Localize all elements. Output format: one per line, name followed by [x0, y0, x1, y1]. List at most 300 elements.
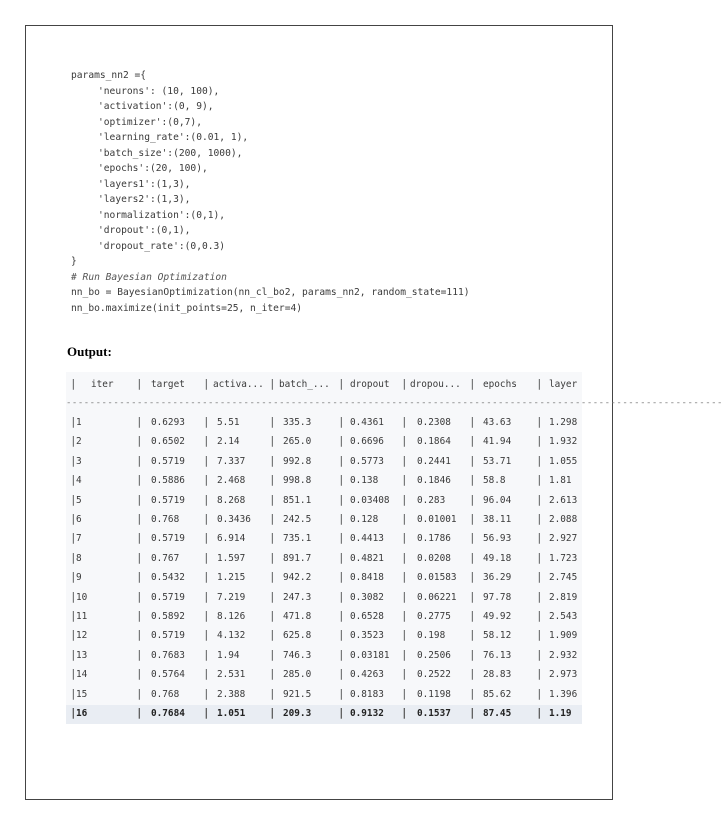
column-separator: |	[70, 609, 77, 622]
code-line: 'layers1':(1,3),	[98, 178, 191, 190]
column-separator: |	[269, 550, 276, 564]
column-separator: |	[203, 589, 210, 603]
column-separator: |	[136, 512, 143, 525]
code-line: 'neurons': (10, 100),	[98, 85, 220, 97]
column-separator: |	[536, 667, 543, 681]
table-divider: ---------------------------------------------------------------------------------------------------------------	[66, 398, 723, 408]
column-separator: |	[269, 686, 276, 700]
column-separator: |	[70, 589, 77, 603]
column-separator: |	[269, 377, 276, 390]
cell-dropout: 0.138	[350, 475, 379, 487]
header-iter: iter	[91, 379, 114, 390]
column-separator: |	[70, 531, 77, 545]
header-batch-size: batch_...	[279, 379, 330, 390]
column-separator: |	[469, 473, 476, 487]
table-header-row	[66, 376, 582, 395]
code-line: 'epochs':(20, 100),	[98, 163, 208, 174]
column-separator: |	[469, 647, 476, 661]
column-separator: |	[136, 473, 143, 487]
cell-iter: 3	[76, 455, 82, 467]
cell-target: 0.5719	[151, 591, 185, 603]
column-separator: |	[70, 473, 77, 487]
cell-iter: 9	[76, 572, 82, 584]
cell-epochs: 56.93	[483, 533, 512, 545]
cell-activation: 5.51	[217, 417, 240, 428]
column-separator: |	[269, 434, 276, 448]
table-row	[66, 666, 582, 685]
column-separator: |	[401, 453, 408, 467]
table-row	[66, 705, 582, 724]
cell-dropout-rate: 0.1537	[417, 708, 451, 719]
column-separator: |	[536, 647, 543, 661]
cell-epochs: 36.29	[483, 572, 512, 584]
cell-epochs: 49.18	[483, 552, 512, 564]
cell-batch-size: 625.8	[283, 630, 312, 642]
cell-epochs: 96.04	[483, 494, 512, 506]
column-separator: |	[338, 667, 345, 681]
column-separator: |	[536, 609, 543, 622]
cell-activation: 2.388	[217, 688, 246, 700]
column-separator: |	[136, 453, 143, 467]
cell-batch-size: 209.3	[283, 708, 312, 719]
column-separator: |	[203, 706, 210, 719]
column-separator: |	[469, 377, 476, 390]
column-separator: |	[269, 706, 276, 719]
column-separator: |	[136, 609, 143, 622]
column-separator: |	[536, 531, 543, 545]
cell-dropout-rate: 0.2522	[417, 669, 451, 681]
cell-iter: 14	[76, 669, 88, 681]
column-separator: |	[70, 628, 77, 642]
cell-dropout: 0.5773	[350, 455, 384, 467]
column-separator: |	[203, 377, 210, 390]
table-row	[66, 492, 582, 511]
column-separator: |	[469, 434, 476, 448]
cell-target: 0.6502	[151, 436, 185, 448]
cell-activation: 2.14	[217, 436, 240, 448]
code-line: 'activation':(0, 9),	[98, 101, 214, 112]
cell-dropout-rate: 0.2506	[417, 649, 451, 661]
column-separator: |	[338, 609, 345, 622]
column-separator: |	[401, 550, 408, 564]
column-separator: |	[536, 453, 543, 467]
column-separator: |	[269, 492, 276, 506]
column-separator: |	[136, 667, 143, 681]
cell-epochs: 58.8	[483, 475, 506, 487]
column-separator: |	[338, 647, 345, 661]
cell-epochs: 97.78	[483, 591, 512, 603]
column-separator: |	[401, 434, 408, 448]
cell-epochs: 28.83	[483, 669, 512, 681]
cell-batch-size: 746.3	[283, 649, 312, 661]
code-line: 'dropout':(0,1),	[98, 225, 191, 236]
table-row	[66, 433, 582, 452]
column-separator: |	[203, 492, 210, 506]
cell-dropout-rate: 0.2308	[417, 417, 451, 428]
cell-layer: 1.932	[549, 436, 578, 448]
cell-layer: 2.745	[549, 572, 578, 584]
cell-dropout: 0.03408	[350, 494, 390, 506]
column-separator: |	[401, 415, 408, 428]
cell-dropout: 0.03181	[350, 649, 390, 661]
column-separator: |	[338, 570, 345, 584]
cell-activation: 8.268	[217, 494, 246, 506]
column-separator: |	[469, 531, 476, 545]
cell-batch-size: 851.1	[283, 494, 312, 506]
column-separator: |	[203, 686, 210, 700]
cell-layer: 2.973	[549, 669, 578, 681]
column-separator: |	[469, 609, 476, 622]
column-separator: |	[401, 512, 408, 525]
cell-batch-size: 735.1	[283, 533, 312, 545]
cell-dropout: 0.4821	[350, 552, 384, 564]
column-separator: |	[136, 706, 143, 719]
column-separator: |	[70, 453, 77, 467]
column-separator: |	[338, 453, 345, 467]
cell-iter: 8	[76, 552, 82, 564]
header-layer: layer	[549, 379, 578, 390]
column-separator: |	[70, 550, 77, 564]
column-separator: |	[536, 434, 543, 448]
column-separator: |	[469, 589, 476, 603]
cell-iter: 13	[76, 649, 88, 661]
column-separator: |	[203, 453, 210, 467]
cell-target: 0.5764	[151, 669, 185, 681]
column-separator: |	[469, 686, 476, 700]
cell-batch-size: 992.8	[283, 455, 312, 467]
column-separator: |	[536, 706, 543, 719]
column-separator: |	[136, 570, 143, 584]
cell-layer: 1.055	[549, 455, 578, 467]
cell-iter: 5	[76, 494, 82, 506]
column-separator: |	[136, 647, 143, 661]
cell-dropout: 0.8418	[350, 572, 384, 584]
cell-target: 0.5719	[151, 630, 185, 642]
cell-batch-size: 921.5	[283, 688, 312, 700]
cell-activation: 4.132	[217, 630, 246, 642]
cell-target: 0.6293	[151, 417, 185, 428]
cell-dropout-rate: 0.1786	[417, 533, 451, 545]
column-separator: |	[269, 453, 276, 467]
column-separator: |	[269, 589, 276, 603]
cell-batch-size: 265.0	[283, 436, 312, 448]
column-separator: |	[203, 550, 210, 564]
column-separator: |	[136, 492, 143, 506]
column-separator: |	[269, 570, 276, 584]
cell-dropout: 0.4263	[350, 669, 384, 681]
cell-activation: 0.3436	[217, 514, 251, 525]
cell-epochs: 43.63	[483, 417, 512, 428]
code-comment: # Run Bayesian Optimization	[71, 271, 227, 283]
column-separator: |	[70, 415, 77, 428]
table-row	[66, 647, 582, 666]
column-separator: |	[269, 512, 276, 525]
code-line: 'learning_rate':(0.01, 1),	[98, 132, 249, 143]
column-separator: |	[469, 667, 476, 681]
cell-batch-size: 242.5	[283, 514, 312, 525]
table-row	[66, 414, 582, 433]
column-separator: |	[70, 686, 77, 700]
code-line: nn_bo.maximize(init_points=25, n_iter=4)	[71, 302, 303, 314]
cell-activation: 7.219	[217, 591, 246, 603]
column-separator: |	[136, 589, 143, 603]
column-separator: |	[401, 492, 408, 506]
column-separator: |	[338, 512, 345, 525]
column-separator: |	[536, 589, 543, 603]
column-separator: |	[203, 570, 210, 584]
column-separator: |	[536, 550, 543, 564]
column-separator: |	[536, 628, 543, 642]
header-target: target	[151, 379, 185, 390]
table-row	[66, 569, 582, 588]
column-separator: |	[269, 473, 276, 487]
column-separator: |	[536, 377, 543, 390]
code-line: 'optimizer':(0,7),	[98, 116, 202, 128]
code-line: 'batch_size':(200, 1000),	[98, 147, 243, 159]
cell-iter: 6	[76, 514, 82, 525]
table-row	[66, 627, 582, 646]
column-separator: |	[401, 531, 408, 545]
column-separator: |	[338, 531, 345, 545]
column-separator: |	[269, 415, 276, 428]
cell-layer: 1.19	[549, 708, 572, 719]
column-separator: |	[469, 512, 476, 525]
column-separator: |	[401, 570, 408, 584]
column-separator: |	[70, 706, 77, 719]
cell-iter: 7	[76, 533, 82, 545]
column-separator: |	[269, 647, 276, 661]
code-line: 'normalization':(0,1),	[98, 209, 226, 221]
cell-iter: 2	[76, 436, 82, 448]
cell-iter: 10	[76, 591, 88, 603]
cell-iter: 1	[76, 417, 82, 428]
column-separator: |	[70, 512, 77, 525]
cell-dropout: 0.4361	[350, 417, 384, 428]
column-separator: |	[338, 415, 345, 428]
table-row	[66, 608, 582, 627]
cell-epochs: 58.12	[483, 630, 512, 642]
code-line: params_nn2 ={	[71, 70, 147, 81]
column-separator: |	[469, 492, 476, 506]
cell-layer: 2.819	[549, 591, 578, 603]
column-separator: |	[401, 686, 408, 700]
column-separator: |	[536, 492, 543, 506]
column-separator: |	[338, 706, 345, 719]
cell-epochs: 38.11	[483, 514, 512, 525]
cell-target: 0.7683	[151, 649, 185, 661]
cell-layer: 1.909	[549, 630, 578, 642]
cell-iter: 15	[76, 688, 88, 700]
column-separator: |	[203, 512, 210, 525]
cell-dropout-rate: 0.1846	[417, 475, 451, 487]
column-separator: |	[136, 628, 143, 642]
cell-epochs: 87.45	[483, 708, 512, 719]
column-separator: |	[269, 667, 276, 681]
cell-dropout-rate: 0.283	[417, 494, 446, 506]
column-separator: |	[469, 550, 476, 564]
column-separator: |	[136, 550, 143, 564]
cell-activation: 7.337	[217, 455, 246, 467]
column-separator: |	[338, 473, 345, 487]
cell-layer: 1.723	[549, 552, 578, 564]
column-separator: |	[469, 570, 476, 584]
code-line: nn_bo = BayesianOptimization(nn_cl_bo2, params_nn2, random_state=111)	[71, 287, 470, 298]
cell-layer: 2.613	[549, 494, 578, 506]
cell-dropout: 0.128	[350, 514, 379, 525]
column-separator: |	[136, 415, 143, 428]
cell-activation: 1.051	[217, 708, 246, 719]
column-separator: |	[70, 647, 77, 661]
cell-dropout-rate: 0.01583	[417, 572, 457, 584]
header-epochs: epochs	[483, 379, 517, 390]
cell-target: 0.5892	[151, 611, 185, 622]
cell-target: 0.5719	[151, 494, 185, 506]
cell-target: 0.768	[151, 514, 180, 525]
cell-target: 0.5886	[151, 475, 185, 487]
column-separator: |	[401, 647, 408, 661]
cell-layer: 1.396	[549, 688, 578, 700]
code-line: }	[71, 256, 77, 267]
column-separator: |	[401, 589, 408, 603]
column-separator: |	[203, 473, 210, 487]
column-separator: |	[269, 609, 276, 622]
column-separator: |	[269, 628, 276, 642]
cell-target: 0.5719	[151, 455, 185, 467]
cell-epochs: 41.94	[483, 436, 512, 448]
cell-activation: 2.531	[217, 669, 246, 681]
cell-layer: 1.81	[549, 475, 572, 487]
output-label: Output:	[67, 344, 112, 359]
column-separator: |	[469, 415, 476, 428]
cell-dropout: 0.3082	[350, 591, 384, 603]
column-separator: |	[338, 434, 345, 448]
cell-batch-size: 335.3	[283, 417, 312, 428]
column-separator: |	[536, 570, 543, 584]
column-separator: |	[203, 434, 210, 448]
cell-layer: 1.298	[549, 417, 578, 428]
code-line: 'layers2':(1,3),	[98, 194, 191, 205]
cell-dropout-rate: 0.2775	[417, 611, 451, 622]
table-row	[66, 472, 582, 491]
cell-epochs: 85.62	[483, 688, 512, 700]
column-separator: |	[401, 473, 408, 487]
column-separator: |	[136, 686, 143, 700]
header-dropout: dropout	[350, 379, 390, 390]
column-separator: |	[70, 377, 77, 390]
cell-dropout-rate: 0.0208	[417, 552, 451, 564]
cell-target: 0.768	[151, 688, 180, 700]
cell-layer: 2.543	[549, 611, 578, 622]
cell-dropout: 0.6696	[350, 436, 384, 448]
cell-dropout-rate: 0.06221	[417, 591, 457, 603]
column-separator: |	[536, 512, 543, 525]
column-separator: |	[469, 706, 476, 719]
cell-activation: 1.215	[217, 572, 246, 584]
column-separator: |	[203, 415, 210, 428]
column-separator: |	[203, 628, 210, 642]
column-separator: |	[136, 531, 143, 545]
table-row	[66, 686, 582, 705]
cell-activation: 6.914	[217, 533, 246, 545]
cell-batch-size: 471.8	[283, 611, 312, 622]
cell-layer: 2.932	[549, 649, 578, 661]
column-separator: |	[469, 628, 476, 642]
cell-target: 0.5432	[151, 572, 185, 584]
cell-dropout: 0.3523	[350, 630, 384, 642]
cell-dropout-rate: 0.1198	[417, 688, 451, 700]
header-dropout-rate: dropou...	[410, 379, 461, 390]
cell-dropout-rate: 0.1864	[417, 436, 451, 448]
cell-dropout: 0.9132	[350, 708, 384, 719]
column-separator: |	[338, 628, 345, 642]
column-separator: |	[203, 667, 210, 681]
column-separator: |	[536, 415, 543, 428]
header-activation: activa...	[213, 379, 264, 390]
column-separator: |	[401, 377, 408, 390]
column-separator: |	[136, 377, 143, 390]
cell-layer: 2.088	[549, 514, 578, 525]
column-separator: |	[338, 589, 345, 603]
column-separator: |	[401, 706, 408, 719]
cell-dropout: 0.8183	[350, 688, 384, 700]
cell-batch-size: 285.0	[283, 669, 312, 681]
column-separator: |	[401, 667, 408, 681]
cell-dropout-rate: 0.198	[417, 630, 446, 642]
column-separator: |	[338, 492, 345, 506]
cell-epochs: 76.13	[483, 649, 512, 661]
column-separator: |	[136, 434, 143, 448]
table-row	[66, 453, 582, 472]
column-separator: |	[70, 492, 77, 506]
column-separator: |	[469, 453, 476, 467]
cell-dropout: 0.4413	[350, 533, 384, 545]
table-row	[66, 530, 582, 549]
code-line: 'dropout_rate':(0,0.3)	[98, 240, 226, 252]
cell-iter: 4	[76, 475, 82, 487]
cell-activation: 1.597	[217, 552, 246, 564]
column-separator: |	[70, 667, 77, 681]
cell-iter: 16	[76, 708, 88, 719]
cell-target: 0.7684	[151, 708, 185, 719]
cell-iter: 12	[76, 630, 88, 642]
cell-target: 0.767	[151, 552, 180, 564]
column-separator: |	[203, 531, 210, 545]
column-separator: |	[536, 473, 543, 487]
cell-batch-size: 891.7	[283, 552, 312, 564]
cell-activation: 2.468	[217, 475, 246, 487]
column-separator: |	[338, 550, 345, 564]
column-separator: |	[536, 686, 543, 700]
column-separator: |	[401, 609, 408, 622]
column-separator: |	[70, 434, 77, 448]
results-table	[66, 372, 723, 724]
column-separator: |	[203, 609, 210, 622]
cell-activation: 1.94	[217, 649, 240, 661]
cell-batch-size: 247.3	[283, 591, 312, 603]
cell-batch-size: 998.8	[283, 475, 312, 487]
cell-activation: 8.126	[217, 611, 246, 622]
cell-dropout: 0.6528	[350, 611, 384, 622]
cell-dropout-rate: 0.01001	[417, 514, 457, 525]
column-separator: |	[338, 377, 345, 390]
table-row	[66, 589, 582, 608]
cell-dropout-rate: 0.2441	[417, 455, 451, 467]
cell-epochs: 53.71	[483, 455, 512, 467]
column-separator: |	[401, 628, 408, 642]
column-separator: |	[70, 570, 77, 584]
cell-batch-size: 942.2	[283, 572, 312, 584]
table-row	[66, 550, 582, 569]
